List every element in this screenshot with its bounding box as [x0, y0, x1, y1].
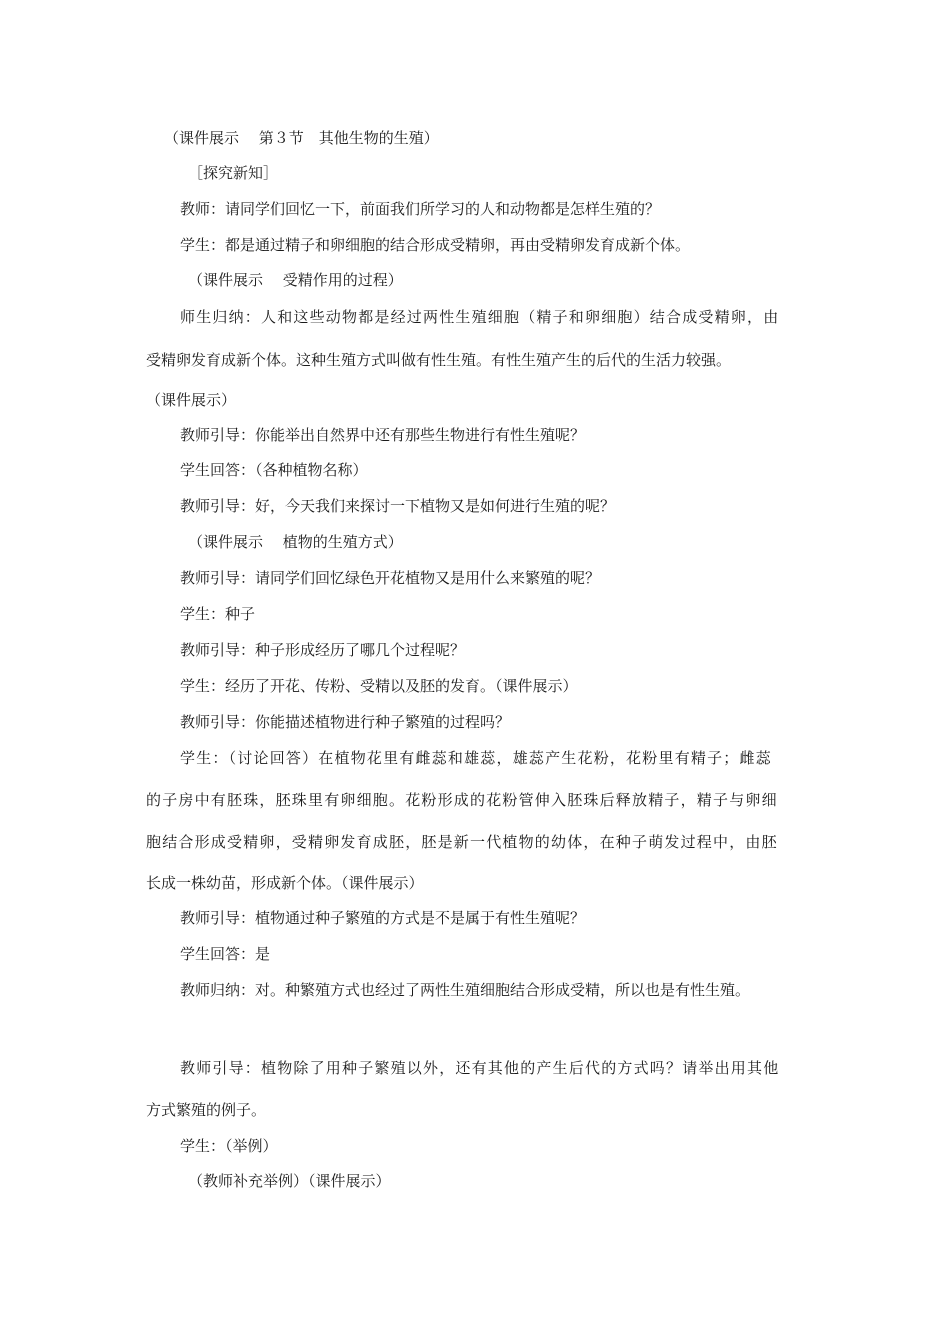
paragraph-summary-line1: 师生归纳：人和这些动物都是经过两性生殖细胞（精子和卵细胞）结合成受精卵，由: [180, 308, 780, 326]
paragraph-teacher-summary: 教师归纳：对。种繁殖方式也经过了两性生殖细胞结合形成受精，所以也是有性生殖。: [180, 981, 751, 999]
slide-note-teacher-examples: （教师补充举例）（课件展示）: [188, 1172, 391, 1190]
paragraph-student-discussion-line3: 胞结合形成受精卵，受精卵发育成胚，胚是新一代植物的幼体，在种子萌发过程中，由胚: [146, 833, 778, 851]
paragraph-teacher-guide-4: 教师引导：种子形成经历了哪几个过程呢？: [180, 641, 466, 659]
paragraph-teacher-guide-2: 教师引导：好，今天我们来探讨一下植物又是如何进行生殖的呢？: [180, 497, 616, 515]
paragraph-student-process: 学生：经历了开花、传粉、受精以及胚的发育。（课件展示）: [180, 677, 578, 695]
paragraph-summary-line2: 受精卵发育成新个体。这种生殖方式叫做有性生殖。有性生殖产生的后代的生活力较强。: [146, 351, 732, 369]
paragraph-student-example: 学生：（举例）: [180, 1137, 278, 1155]
slide-note: （课件展示）: [146, 391, 237, 409]
paragraph-student-discussion-line4: 长成一株幼苗，形成新个体。（课件展示）: [146, 874, 424, 892]
paragraph-student-discussion-line2: 的子房中有胚珠，胚珠里有卵细胞。花粉形成的花粉管伸入胚珠后释放精子，精子与卵细: [146, 791, 778, 809]
paragraph-teacher-guide-3: 教师引导：请同学们回忆绿色开花植物又是用什么来繁殖的呢？: [180, 569, 601, 587]
paragraph-teacher-question: 教师：请同学们回忆一下，前面我们所学习的人和动物都是怎样生殖的？: [180, 200, 661, 218]
paragraph-teacher-guide-5: 教师引导：你能描述植物进行种子繁殖的过程吗？: [180, 713, 511, 731]
slide-note-plant-reproduction: （课件展示 植物的生殖方式）: [188, 533, 403, 551]
paragraph-teacher-guide-1: 教师引导：你能举出自然界中还有那些生物进行有性生殖呢？: [180, 426, 586, 444]
slide-heading-section-3: （课件展示 第３节 其他生物的生殖）: [164, 129, 439, 147]
paragraph-student-reply-1: 学生回答：（各种植物名称）: [180, 461, 368, 479]
paragraph-student-seed: 学生：种子: [180, 605, 256, 623]
paragraph-teacher-guide-7-line1: 教师引导：植物除了用种子繁殖以外，还有其他的产生后代的方式吗？请举出用其他: [180, 1059, 780, 1077]
paragraph-teacher-guide-7-line2: 方式繁殖的例子。: [146, 1101, 267, 1119]
paragraph-student-discussion-line1: 学生：（讨论回答）在植物花里有雌蕊和雄蕊，雄蕊产生花粉，花粉里有精子；雌蕊: [180, 749, 772, 767]
paragraph-teacher-guide-6: 教师引导：植物通过种子繁殖的方式是不是属于有性生殖呢？: [180, 909, 586, 927]
slide-note-fertilization: （课件展示 受精作用的过程）: [188, 271, 403, 289]
paragraph-student-answer: 学生：都是通过精子和卵细胞的结合形成受精卵，再由受精卵发育成新个体。: [180, 236, 691, 254]
paragraph-student-reply-2: 学生回答：是: [180, 945, 271, 963]
section-label-explore: ［探究新知］: [188, 164, 279, 182]
